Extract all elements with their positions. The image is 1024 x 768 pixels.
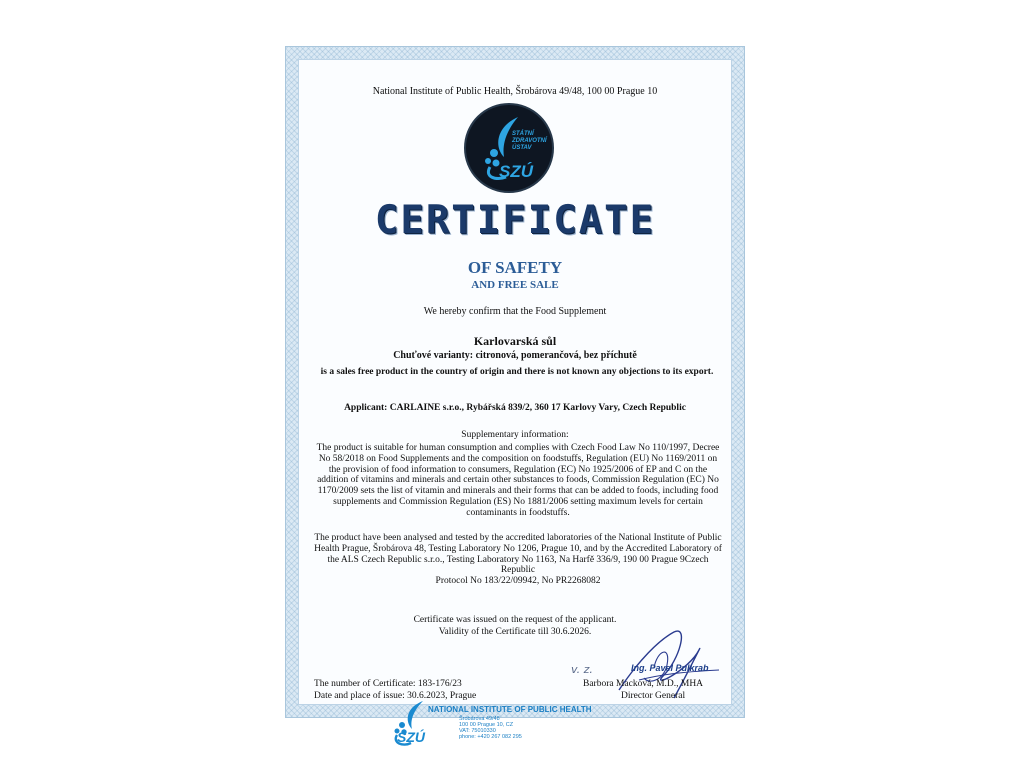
analysis-paragraph [313,533,723,587]
footer-logo-block [385,697,645,757]
footer-line-4: phone: +420 267 082 295 [459,734,522,740]
seal-brand: SZÚ [499,162,533,181]
signer-name: Barbora Macková, M.D., MHA [583,679,704,689]
issued-request: Certificate was issued on the request of the applicant. [413,615,617,625]
seal-text-line-3: ÚSTAV [512,145,532,151]
supplementary-body: The product is suitable for human consumption and complies with Czech Food Law No 110/1997, Decree No 58/2018 on Food Supplements and the composition on foodstuffs, Regulation (EU) No 1169/2011 on the provision of food information to consumers, Regulation (EC) No 1925/2006 of EP and C on the addition of vitamins and minerals and certain other substances to foods, Commission Regulation (EC) No 1170/2009 sets the list of vitamin and minerals and their forms that can be added to foods, including food supplements and Commission Regulation (ES) No 1881/2006 setting maximum levels for certain contaminants in foodstuffs. [316,443,720,518]
sales-statement: is a sales free product in the country of origin and there is not known any objections to its export. [320,367,714,377]
validity: Validity of the Certificate till 30.6.2026. [438,627,592,637]
certificate-title: CERTIFICATE [374,198,656,243]
footer-institute: NATIONAL INSTITUTE OF PUBLIC HEALTH [428,705,592,714]
confirm-text: We hereby confirm that the Food Supplement [423,306,607,317]
protocol-text: Protocol No 183/22/09942, No PR2268082 [435,576,601,587]
product-variants: Chuťové varianty: citronová, pomerančová, bez příchutě [393,350,637,361]
signer-title: Director General [621,691,686,701]
seal-text-line-2: ZDRAVOTNÍ [512,138,547,144]
issue-date: Date and place of issue: 30.6.2023, Prague [314,691,477,701]
footer-line-1: Šrobárova 49/48 [459,716,500,722]
seal-text-line-1: STÁTNÍ [512,131,534,137]
analysis-text: The product have been analysed and tested by the accredited laboratories of the National Institute of Public Health Prague, Šrobárova 48, Testing Laboratory No 1206, Prague 10, and by the Accredited Laboratory of the ALS Czech Republic s.r.o., Testing Laboratory No 1163, Na Harfě 336/9, 190 00 Prague 9Czech Republic [314,533,722,576]
footer-line-3: VAT: 75010330 [459,728,496,734]
vz-mark: v. z. [571,663,593,676]
applicant: Applicant: CARLAINE s.r.o., Rybářská 839/2, 360 17 Karlovy Vary, Czech Republic [344,403,686,413]
footer-brand: SZÚ [397,729,425,745]
subtitle-free-sale: AND FREE SALE [471,279,559,291]
header-address: National Institute of Public Health, Šrobárova 49/48, 100 00 Prague 10 [372,86,658,97]
certificate-frame [285,46,745,718]
subtitle-safety: OF SAFETY [467,258,563,277]
certificate-number: The number of Certificate: 183-176/23 [314,679,462,689]
certificate-sheet [298,59,732,705]
footer-line-2: 100 00 Prague 10, CZ [459,722,514,728]
product-name: Karlovarská sůl [473,334,557,348]
szu-seal-logo [464,103,554,193]
signature-name: Ing. Pavel Pulkrab [631,663,709,673]
supplementary-title: Supplementary information: [461,430,569,440]
